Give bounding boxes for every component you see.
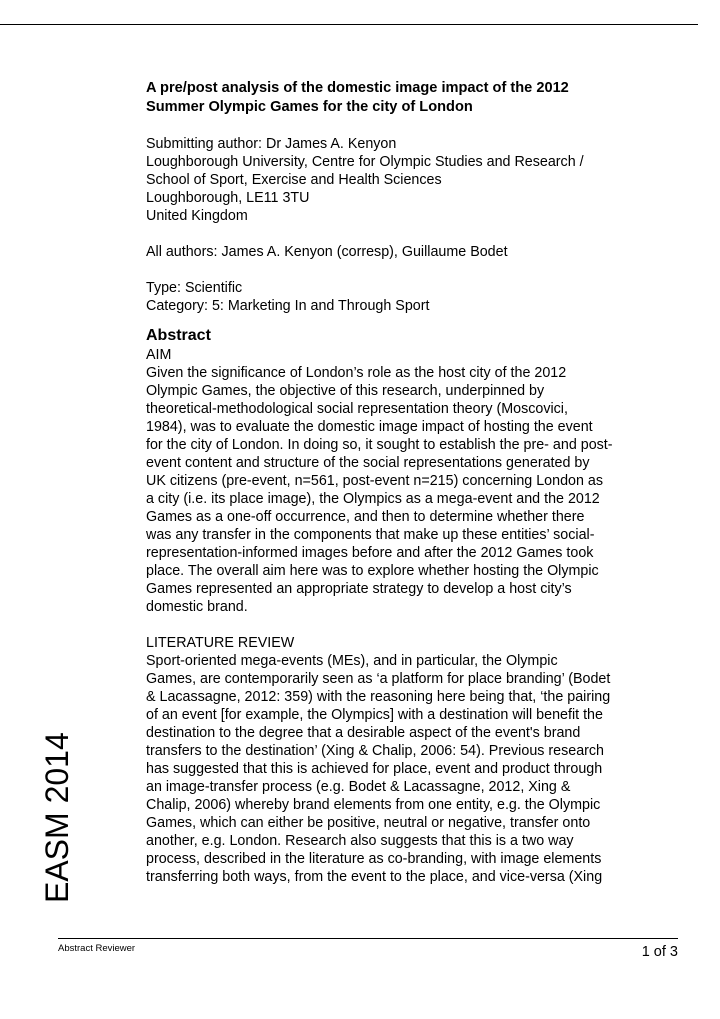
literature-line: & Lacassagne, 2012: 359) with the reasoning here being that, ‘the pairing <box>146 689 611 705</box>
top-rule <box>0 24 698 25</box>
aim-heading: AIM <box>146 347 172 363</box>
literature-line: Sport-oriented mega-events (MEs), and in particular, the Olympic <box>146 653 558 669</box>
title-line: Summer Olympic Games for the city of London <box>146 99 473 115</box>
author-country: United Kingdom <box>146 208 248 224</box>
literature-line: of an event [for example, the Olympics] with a destination will benefit the <box>146 707 603 723</box>
literature-line: transferring both ways, from the event to the place, and vice-versa (Xing <box>146 869 603 885</box>
page-number: 1 of 3 <box>641 944 678 960</box>
aim-line: 1984), was to evaluate the domestic image impact of hosting the event <box>146 419 593 435</box>
aim-line: place. The overall aim here was to explore whether hosting the Olympic <box>146 563 599 579</box>
literature-line: another, e.g. London. Research also suggests that this is a two way <box>146 833 574 849</box>
aim-line: Olympic Games, the objective of this research, underpinned by <box>146 383 545 399</box>
footer-reviewer-label: Abstract Reviewer <box>58 943 136 954</box>
all-authors: All authors: James A. Kenyon (corresp), Guillaume Bodet <box>146 244 508 260</box>
aim-section <box>146 346 666 616</box>
aim-line: event content and structure of the social representations generated by <box>146 455 590 471</box>
literature-line: destination to the degree that a desirable aspect of the event's brand <box>146 725 581 741</box>
aim-line: a city (i.e. its place image), the Olympics as a mega-event and the 2012 <box>146 491 600 507</box>
literature-line: Chalip, 2006) whereby brand elements from one entity, e.g. the Olympic <box>146 797 601 813</box>
literature-line: transfers to the destination’ (Xing & Chalip, 2006: 54). Previous research <box>146 743 605 759</box>
side-label: EASM 2014 <box>39 732 75 903</box>
aim-line: Games represented an appropriate strategy to develop a host city’s <box>146 581 572 597</box>
category-line: Category: 5: Marketing In and Through Sport <box>146 298 430 314</box>
abstract-heading: Abstract <box>146 327 211 344</box>
submitting-author: Submitting author: Dr James A. Kenyon <box>146 136 397 152</box>
aim-line: Games as a one-off occurrence, and then to determine whether there <box>146 509 585 525</box>
aim-line: theoretical-methodological social representation theory (Moscovici, <box>146 401 568 417</box>
aim-line: domestic brand. <box>146 599 248 615</box>
type-line: Type: Scientific <box>146 280 243 296</box>
title-line: A pre/post analysis of the domestic image impact of the 2012 <box>146 80 569 96</box>
footer-rule <box>58 938 678 939</box>
literature-line: has suggested that this is achieved for place, event and product through <box>146 761 603 777</box>
author-affiliation: Loughborough University, Centre for Olympic Studies and Research / <box>146 154 584 170</box>
aim-line: UK citizens (pre-event, n=561, post-event n=215) concerning London as <box>146 473 603 489</box>
aim-line: for the city of London. In doing so, it sought to establish the pre- and post- <box>146 437 613 453</box>
literature-heading: LITERATURE REVIEW <box>146 635 295 651</box>
aim-line: was any transfer in the components that make up these entities’ social- <box>146 527 595 543</box>
aim-line: representation-informed images before and after the 2012 Games took <box>146 545 594 561</box>
document-body <box>146 79 666 886</box>
literature-line: an image-transfer process (e.g. Bodet & Lacassagne, 2012, Xing & <box>146 779 571 795</box>
literature-section <box>146 634 666 886</box>
document-title <box>146 79 666 117</box>
literature-line: Games, which can either be positive, neutral or negative, transfer onto <box>146 815 591 831</box>
literature-line: Games, are contemporarily seen as ‘a platform for place branding’ (Bodet <box>146 671 611 687</box>
literature-line: process, described in the literature as co-branding, with image elements <box>146 851 602 867</box>
author-block <box>146 135 666 225</box>
author-address: Loughborough, LE11 3TU <box>146 190 310 206</box>
aim-line: Given the significance of London’s role as the host city of the 2012 <box>146 365 567 381</box>
author-affiliation: School of Sport, Exercise and Health Sciences <box>146 172 442 188</box>
